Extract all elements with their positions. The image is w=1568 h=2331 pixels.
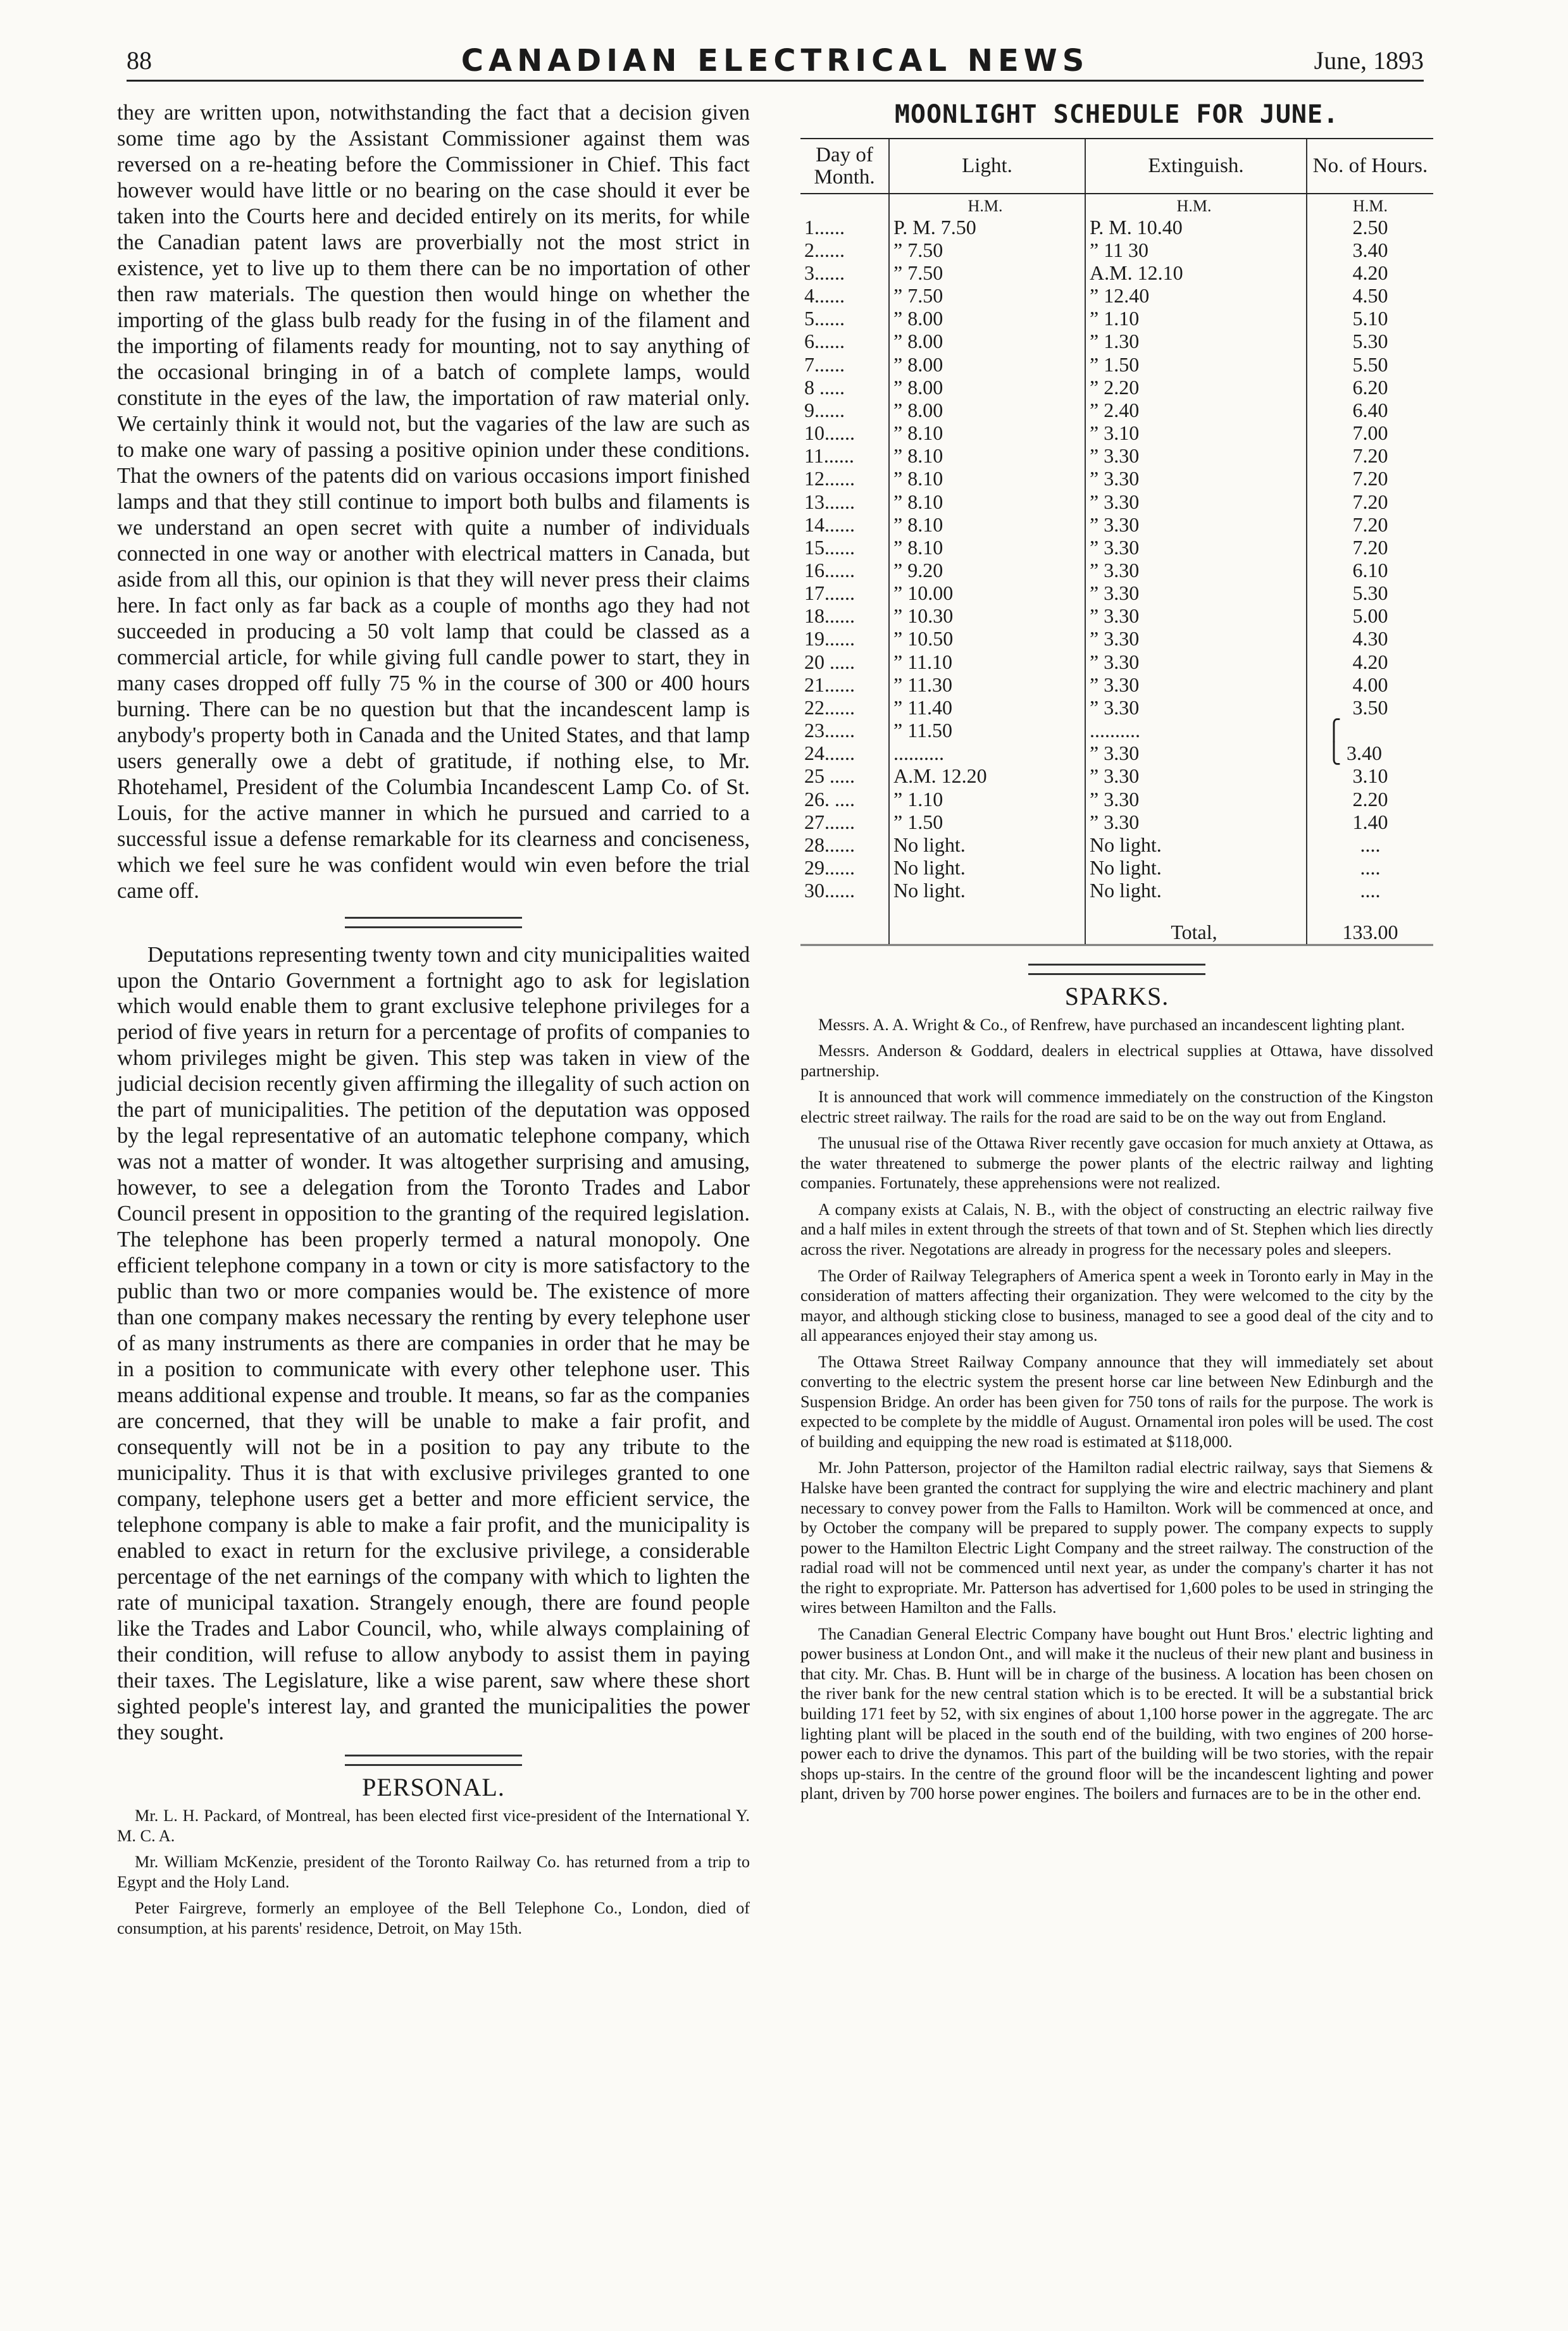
cell-day: 12...... [804,467,855,490]
cell-hours: 3.50 [1307,696,1433,719]
cell-hours: 4.00 [1307,673,1433,696]
cell-day: 29...... [804,856,855,880]
table-row [800,764,1433,787]
cell-extinguish: ” 3.30 [1085,581,1307,604]
cell-extinguish: ” 3.30 [1085,764,1307,787]
cell-extinguish: .......... [1085,719,1307,742]
cell-hours: 6.20 [1307,376,1433,399]
cell-light: ” 8.00 [889,399,1085,421]
cell-hours: ⎧ [1307,719,1433,742]
table-header-row [800,139,1433,194]
personal-item: Mr. L. H. Packard, of Montreal, has been elected first vice-president of the International Y. M. C. A. [117,1806,750,1845]
cell-hours: .... [1307,833,1433,856]
sparks-item: The unusual rise of the Ottawa River recently gave occasion for much anxiety at Ottawa, as the water threatened to submerge the power plants of the electric railway and lighting companies. Fortunately, these apprehensions were not realized. [800,1134,1433,1193]
cell-day: 23...... [804,719,855,742]
table-row [800,742,1433,764]
table-row [800,353,1433,376]
cell-extinguish: A.M. 12.10 [1085,261,1307,284]
sparks-item: The Ottawa Street Railway Company announce that they will immediately set about converting to the electric system the present horse car line between New Edinburgh and the Suspension Bridge. An order has been given for 750 tons of rails for the purpose. The work is expected to be complete by the middle of August. Ornamental iron poles will be used. The cost of building and equipping the new road is estimated at $118,000. [800,1352,1434,1451]
cell-light: ” 11.10 [889,650,1085,673]
table-row [800,650,1433,673]
cell-extinguish: ” 3.30 [1085,742,1307,764]
table-row [800,719,1433,742]
table-row [800,467,1433,490]
cell-hours: 4.20 [1307,650,1433,673]
sparks-item: Messrs. Anderson & Goddard, dealers in electrical supplies at Ottawa, have dissolved partnership. [800,1041,1433,1080]
cell-extinguish: No light. [1085,856,1307,879]
cell-day: 11...... [804,444,854,468]
cell-extinguish: ” 3.30 [1085,490,1307,513]
cell-extinguish: ” 3.30 [1085,696,1307,719]
cell-extinguish: ” 1.50 [1085,353,1307,376]
cell-day: 4...... [804,284,845,308]
cell-light: ” 8.00 [889,353,1085,376]
cell-hours: 7.20 [1307,444,1433,467]
cell-extinguish: No light. [1085,879,1307,902]
table-row [800,261,1433,284]
cell-light: ” 8.10 [889,490,1085,513]
cell-light: ” 9.20 [889,559,1085,581]
cell-day: 10...... [804,421,855,445]
cell-hours: 3.10 [1307,764,1433,787]
cell-light: ” 8.10 [889,536,1085,559]
cell-day: 3...... [804,261,845,284]
units-hours: H.M. [1307,194,1433,215]
cell-light: ” 1.50 [889,811,1085,833]
table-row [800,559,1433,581]
cell-extinguish: ” 3.30 [1085,650,1307,673]
cell-day: 13...... [804,490,855,513]
issue-date: June, 1893 [1314,46,1424,75]
cell-extinguish: ” 3.30 [1085,604,1307,627]
cell-light: ” 8.10 [889,444,1085,467]
page-number: 88 [127,46,152,75]
col-header-extinguish: Extinguish. [1085,139,1307,194]
cell-light: ” 8.10 [889,421,1085,444]
cell-day: 19...... [804,627,855,650]
cell-light: ” 10.00 [889,581,1085,604]
cell-extinguish: ” 12.40 [1085,284,1307,307]
cell-light: ” 8.00 [889,330,1085,352]
cell-hours: 4.50 [1307,284,1433,307]
cell-hours: 7.00 [1307,421,1433,444]
cell-day: 9...... [804,398,845,421]
cell-extinguish: P. M. 10.40 [1085,216,1307,239]
cell-day: 25 ..... [804,764,855,788]
sparks-item: Messrs. A. A. Wright & Co., of Renfrew, have purchased an incandescent lighting plant. [818,1015,1405,1034]
cell-day: 2...... [804,238,845,261]
header-rule [127,80,1424,82]
cell-extinguish: ” 3.30 [1085,467,1307,490]
table-row [800,811,1433,833]
cell-hours: 5.30 [1307,581,1433,604]
cell-light: .......... [889,742,1085,764]
cell-day: 21...... [804,673,855,696]
total-row [800,902,1433,945]
cell-extinguish: ” 3.30 [1085,673,1307,696]
table-row [800,376,1433,399]
table-row [800,421,1433,444]
cell-extinguish: ” 3.30 [1085,559,1307,581]
editorial-lamp-patents: they are written upon, notwithstanding the fact that a decision given some time ago by the Assistant Commissioner against them was reversed on a re-heating before the Commissioner in Chief. This fact however would have little or no bearing on the case should it ever be taken into the Courts here and decided entirely on its merits, for while the Canadian patent laws are proverbially not the most strict in existence, yet to live up to them there can be no importation of other then raw materials. The question then would hinge on whether the importing of the glass bulb ready for the fusing in of the filament and the importing of filaments ready for mounting, not to say anything of the occasional bringing in of a batch of complete lamps, would constitute in the eyes of the law, the importation of raw material only. We certainly think it would not, but the vagaries of the law are such as to make one wary of passing a positive opinion under these conditions. That the owners of the patents did on various occasions import finished lamps and that they still continue to import both bulbs and filaments is we understand an open secret with quite a number of individuals connected in one way or another with electrical matters in Canada, but aside from all this, our opinion is that they will never press their claims here. In fact only as far back as a couple of months ago they had not succeeded in producing a 50 volt lamp that could be classed as a commercial article, for while giving full candle power to start, they in many cases dropped off fully 75 % in the course of 300 or 400 hours burning. There can be no question but that the incandescent lamp is anybody's property both in Canada and the United States, and that lamp users generally owe a debt of gratitude, if nothing else, to Mr. Rhotehamel, President of the Columbia Incandescent Lamp Co. of St. Louis, for the active manner in which he pursued and carried to a successful issue a defense remarkable for its clearness and conciseness, which we feel sure he was confident would win even before the trial came off. [117,101,750,903]
cell-hours: .... [1307,879,1433,902]
col-header-light: Light. [889,139,1085,194]
table-row [800,513,1433,536]
cell-hours: 1.40 [1307,811,1433,833]
cell-extinguish: ” 3.30 [1085,811,1307,833]
table-row [800,239,1433,261]
cell-extinguish: ” 3.10 [1085,421,1307,444]
cell-extinguish: ” 3.30 [1085,513,1307,536]
cell-day: 5...... [804,307,845,330]
table-row [800,673,1433,696]
left-column [117,100,750,1944]
cell-day: 18...... [804,604,855,628]
table-row [800,536,1433,559]
cell-light: No light. [889,833,1085,856]
cell-extinguish: ” 2.20 [1085,376,1307,399]
units-light: H.M. [889,194,1085,215]
col-header-hours: No. of Hours. [1307,139,1433,194]
table-row [800,399,1433,421]
right-column [800,100,1433,1810]
table-row [800,604,1433,627]
cell-light: A.M. 12.20 [889,764,1085,787]
cell-light: ” 7.50 [889,239,1085,261]
table-row [800,330,1433,352]
col-header-day: Day of Month. [800,139,889,194]
section-divider [1028,964,1205,975]
cell-extinguish: ” 3.30 [1085,444,1307,467]
cell-hours: ⎩ 3.40 [1307,742,1433,764]
table-row [800,833,1433,856]
cell-light: No light. [889,856,1085,879]
cell-light: ” 11.30 [889,673,1085,696]
section-divider [345,917,522,928]
cell-hours: 2.20 [1307,788,1433,811]
table-row [800,696,1433,719]
table-row [800,307,1433,330]
table-row [800,444,1433,467]
publication-title: CANADIAN ELECTRICAL NEWS [461,43,1090,78]
cell-hours: 3.40 [1307,239,1433,261]
cell-day: 28...... [804,833,855,856]
cell-extinguish: No light. [1085,833,1307,856]
cell-extinguish: ” 3.30 [1085,788,1307,811]
cell-extinguish: ” 1.30 [1085,330,1307,352]
cell-light: ” 11.40 [889,696,1085,719]
cell-hours: 5.10 [1307,307,1433,330]
table-row [800,216,1433,239]
cell-day: 22...... [804,695,855,719]
cell-hours: 5.50 [1307,353,1433,376]
cell-day: 7...... [804,352,845,376]
cell-extinguish: ” 2.40 [1085,399,1307,421]
sparks-item: A company exists at Calais, N. B., with the object of constructing an electric railway five and a half miles in extent through the streets of that town and of St. Stephen which lies directly across the river. Negotations are already in progress for the necessary poles and sleepers. [800,1200,1433,1259]
personal-item: Peter Fairgreve, formerly an employee of the Bell Telephone Co., London, died of consumption, at his parents' residence, Detroit, on May 15th. [117,1899,750,1937]
cell-hours: 4.20 [1307,261,1433,284]
table-row [800,581,1433,604]
cell-extinguish: ” 1.10 [1085,307,1307,330]
cell-hours: 2.50 [1307,216,1433,239]
cell-day: 26. .... [804,787,855,811]
cell-hours: 7.20 [1307,513,1433,536]
cell-day: 15...... [804,535,855,559]
sparks-item: The Canadian General Electric Company have bought out Hunt Bros.' electric lighting and power business at London Ont., and will make it the nucleus of their new plant and business in that city. Mr. Chas. B. Hunt will be in charge of the business. A location has been chosen on the river bank for the new central station which is to be erected. It will be a substantial brick building 171 feet by 52, with six engines of about 1,100 horse power in the aggregate. The arc lighting plant will be placed in the south end of the building, with two engines of 200 horse-power each to drive the dynamos. This part of the building will be two stories, with the repair shops up-stairs. In the centre of the ground floor will be the incandescent lighting and power plant, driven by 700 horse power engines. The boilers and furnaces are to be in the other end. [800,1624,1433,1803]
table-row [800,788,1433,811]
table-row [800,490,1433,513]
cell-hours: 7.20 [1307,490,1433,513]
sparks-item: It is announced that work will commence immediately on the construction of the Kingston electric street railway. The rails for the road are said to be on the way out from England. [800,1088,1433,1126]
sparks-item: The Order of Railway Telegraphers of America spent a week in Toronto early in May in the consideration of matters affecting their organization. They were welcomed to the city by the mayor, and although sticking close to business, managed to see a good deal of the city and to all appearances enjoyed their stay among us. [800,1266,1433,1345]
table-row [800,879,1433,902]
cell-light: ” 7.50 [889,261,1085,284]
moonlight-schedule-table [800,138,1433,946]
total-label: Total, [1085,902,1307,945]
cell-day: 8 ..... [804,375,845,399]
total-value: 133.00 [1307,902,1433,945]
units-row [800,194,1433,215]
sparks-heading: SPARKS. [1064,981,1169,1010]
section-divider [345,1755,522,1766]
cell-hours: 6.40 [1307,399,1433,421]
cell-light: ” 8.10 [889,513,1085,536]
cell-light: P. M. 7.50 [889,216,1085,239]
cell-hours: 4.30 [1307,627,1433,650]
cell-light: ” 8.00 [889,307,1085,330]
cell-hours: 5.00 [1307,604,1433,627]
cell-hours: .... [1307,856,1433,879]
cell-hours: 5.30 [1307,330,1433,352]
cell-light: ” 10.50 [889,627,1085,650]
cell-day: 1...... [804,215,845,239]
cell-day: 16...... [804,559,855,581]
personal-heading: PERSONAL. [362,1773,505,1802]
editorial-telephone-deputations: Deputations representing twenty town and city municipalities waited upon the Ontario Government a fortnight ago to ask for legislation which would enable them to grant exclusive telephone privileges for a period of five years in return for a percentage of profits of companies to whom privileges might be given. This step was taken in view of the judicial decision recently given affirming the illegality of such action on the part of municipalities. The petition of the deputation was opposed by the legal representative of an automatic telephone company, which was not a matter of wonder. It was altogether surprising and amusing, however, to see a delegation from the Toronto Trades and Labor Council present in opposition to the granting of the required legislation. The telephone has been properly termed a natural monopoly. One efficient telephone company in a town or city is more satisfactory to the public than two or more companies would be. The existence of more than one company makes necessary the renting by every telephone user of as many instruments as there are companies in order that he may be in a position to communicate with every other telephone user. This means additional expense and trouble. It means, so far as the companies are concerned, that they will be unable to make a fair profit, and consequently will not be in a position to pay any tribute to the municipality. Thus it is that with exclusive privileges granted to one company, telephone users get a better and more efficient service, the telephone company is able to make a fair profit, and the municipality is enabled to exact in return for the exclusive privilege, a considerable percentage of the net earnings of the company with which to lighten the rate of municipal taxation. Strangely enough, there are found people like the Trades and Labor Council, who, while always complaining of their condition, will refuse to allow anybody to assist them in paying their taxes. The Legislature, like a wise parent, saw where these short sighted people's interest lay, and granted the municipalities the power they sought. [117,942,750,1745]
cell-extinguish: ” 11 30 [1085,239,1307,261]
cell-hours: 6.10 [1307,559,1433,581]
cell-light: ” 1.10 [889,788,1085,811]
personal-item: Mr. William McKenzie, president of the Toronto Railway Co. has returned from a trip to Egypt and the Holy Land. [117,1853,750,1891]
table-row [800,627,1433,650]
moonlight-schedule-title: MOONLIGHT SCHEDULE FOR JUNE. [894,100,1340,129]
cell-light: ” 11.50 [889,719,1085,742]
cell-hours: 7.20 [1307,536,1433,559]
sparks-item: Mr. John Patterson, projector of the Hamilton radial electric railway, says that Siemens & Halske have been granted the contract for supplying the wire and electric machinery and plant necessary to convey power from the Falls to Hamilton. Work will be commenced at once, and by October the company will be prepared to supply power. The company expects to supply power to the Hamilton Electric Light Company and the street railway. The construction of the radial road will not be commenced until next year, as under the company's charter it has not the right to expropriate. Mr. Patterson has advertised for 1,600 poles to be used in stringing the wires between Hamilton and the Falls. [800,1458,1433,1617]
cell-day: 6...... [804,330,845,353]
cell-extinguish: ” 3.30 [1085,627,1307,650]
cell-light: ” 7.50 [889,284,1085,307]
cell-day: 14...... [804,513,855,536]
cell-day: 30...... [804,879,855,902]
cell-day: 17...... [804,581,855,605]
cell-day: 27...... [804,810,855,833]
units-extinguish: H.M. [1085,194,1307,215]
table-row [800,856,1433,879]
cell-hours: 7.20 [1307,467,1433,490]
cell-light: ” 8.10 [889,467,1085,490]
cell-light: ” 8.00 [889,376,1085,399]
cell-day: 20 ..... [804,650,855,673]
cell-light: ” 10.30 [889,604,1085,627]
cell-light: No light. [889,879,1085,902]
table-row [800,284,1433,307]
cell-extinguish: ” 3.30 [1085,536,1307,559]
cell-day: 24...... [804,742,855,765]
